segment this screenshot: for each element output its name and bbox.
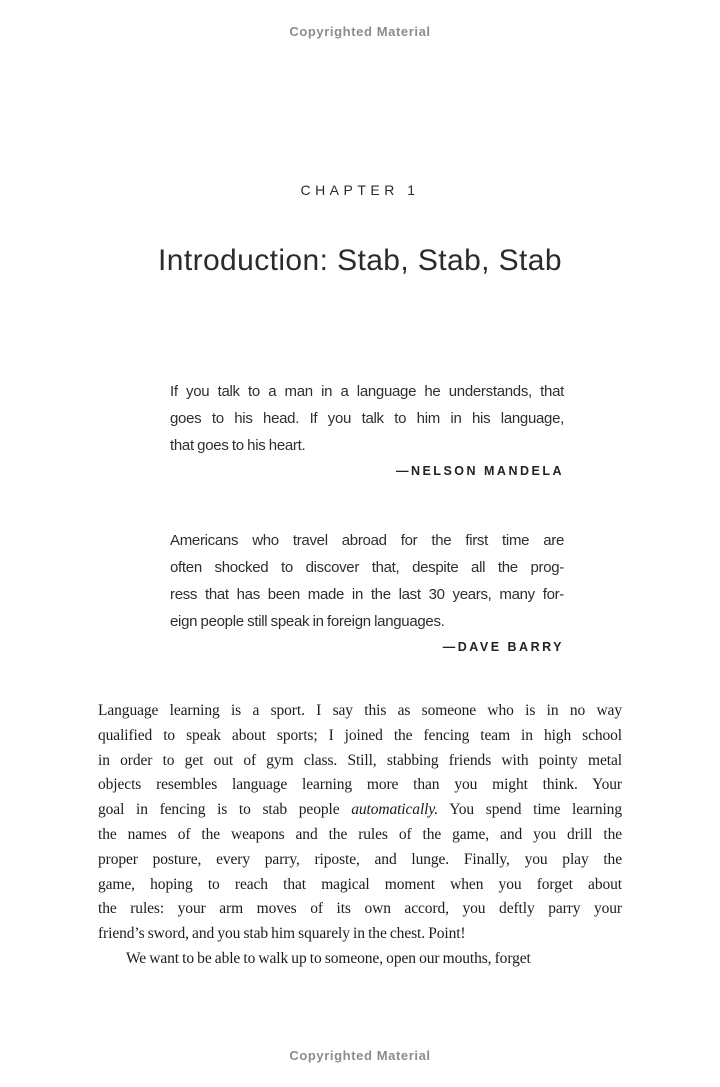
chapter-label: CHAPTER 1 <box>300 182 420 198</box>
text-line: game, hoping to reach that magical moment when you forget about <box>98 875 622 893</box>
text-line: objects resembles language learning more than you might think. Your <box>98 776 622 794</box>
body-paragraph <box>98 947 622 972</box>
copyright-notice-bottom: Copyrighted Material <box>289 1048 431 1063</box>
epigraph-quote-barry <box>170 527 564 635</box>
text-line: in order to get out of gym class. Still, stabbing friends with pointy metal <box>98 751 622 769</box>
text-line: that goes to his heart. <box>170 437 306 454</box>
text-line: qualified to speak about sports; I joined the fencing team in high school <box>98 726 622 744</box>
text-line: ress that has been made in the last 30 years, many for- <box>170 586 564 603</box>
chapter-title: Introduction: Stab, Stab, Stab <box>158 244 562 277</box>
text-line: proper posture, every parry, riposte, and lunge. Finally, you play the <box>98 850 622 868</box>
text-line: the names of the weapons and the rules of the game, and you drill the <box>98 825 622 843</box>
text-line: often shocked to discover that, despite all the prog- <box>170 559 564 576</box>
body-paragraph <box>98 699 622 947</box>
text-line: If you talk to a man in a language he understands, that <box>170 383 564 400</box>
text-line: eign people still speak in foreign languages. <box>170 613 445 630</box>
epigraph-quote-mandela <box>170 378 564 459</box>
text-line: goal in fencing is to stab people automatically. You spend time learning <box>98 801 622 819</box>
text-line: goes to his head. If you talk to him in his language, <box>170 410 564 427</box>
epigraph-attribution-mandela: —NELSON MANDELA <box>395 464 564 478</box>
body-text <box>98 699 622 972</box>
text-line: the rules: your arm moves of its own accord, you deftly parry your <box>98 900 622 918</box>
epigraph-attribution-barry: —DAVE BARRY <box>442 640 564 654</box>
text-line: friend’s sword, and you stab him squarely in the chest. Point! <box>98 925 466 943</box>
copyright-notice-top: Copyrighted Material <box>289 24 431 39</box>
text-line: Americans who travel abroad for the first time are <box>170 532 564 549</box>
text-line: We want to be able to walk up to someone, open our mouths, forget <box>126 949 531 967</box>
text-line: Language learning is a sport. I say this as someone who is in no way <box>98 702 622 719</box>
